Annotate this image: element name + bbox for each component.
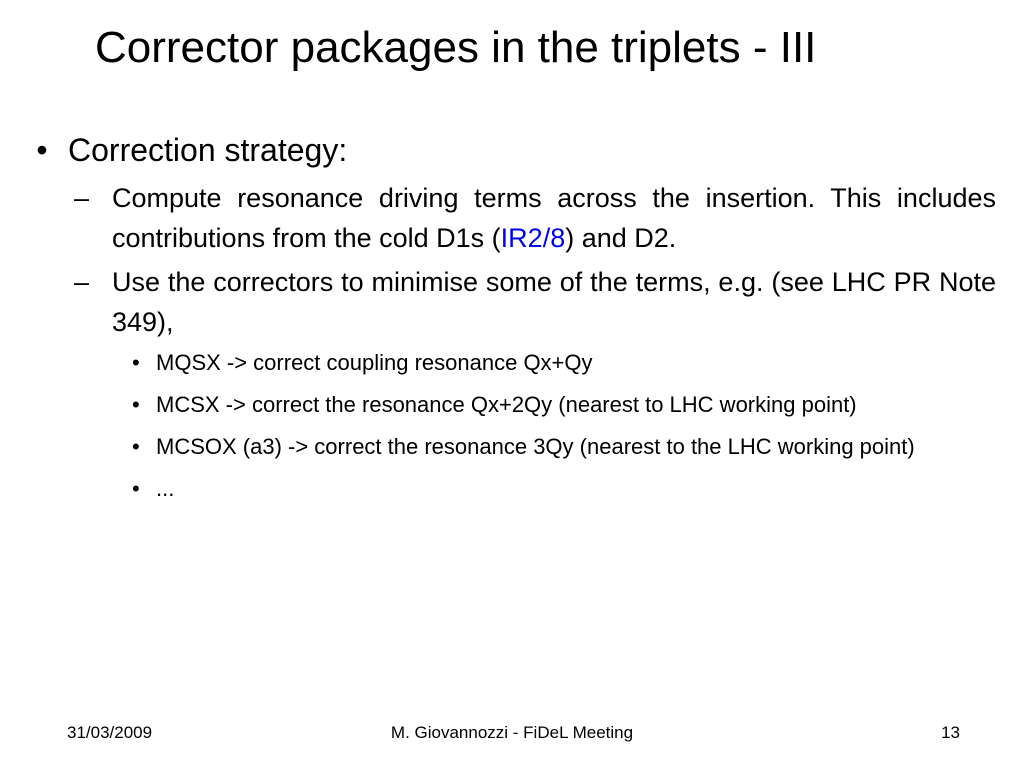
dash-marker: – bbox=[74, 267, 90, 297]
item-text: ... bbox=[156, 476, 175, 501]
subbullet-text: Use the correctors to minimise some of the terms, e.g. (see LHC PR Note 349), bbox=[112, 267, 996, 337]
slide-title: Corrector packages in the triplets - III bbox=[95, 23, 817, 72]
page-number: 13 bbox=[941, 723, 960, 742]
bullet-marker: • bbox=[36, 132, 48, 168]
item-text: MCSOX (a3) -> correct the resonance 3Qy (nearest to the LHC working point) bbox=[156, 434, 915, 459]
item-mqsx bbox=[132, 346, 996, 379]
item-mcsx bbox=[132, 388, 996, 421]
bullet-correction-strategy bbox=[30, 128, 996, 172]
bullet-text: Correction strategy: bbox=[68, 132, 348, 168]
item-ellipsis bbox=[132, 472, 996, 505]
dash-marker: – bbox=[74, 183, 90, 213]
ir-link[interactable]: IR2/8 bbox=[500, 223, 566, 253]
small-bullet-marker: • bbox=[132, 476, 140, 501]
footer-date: 31/03/2009 bbox=[67, 723, 153, 742]
item-mcsox bbox=[132, 430, 996, 463]
small-bullet-marker: • bbox=[132, 350, 140, 375]
small-bullet-marker: • bbox=[132, 434, 140, 459]
footer-author: M. Giovannozzi - FiDeL Meeting bbox=[390, 723, 634, 742]
subbullet-text-pre: Compute resonance driving terms across the insertion. This includes contributions from the cold D1s ( bbox=[112, 183, 996, 253]
small-bullet-marker: • bbox=[132, 392, 140, 417]
slide-content bbox=[30, 128, 996, 514]
subbullet-use-correctors bbox=[74, 262, 996, 342]
item-text: MQSX -> correct coupling resonance Qx+Qy bbox=[156, 350, 593, 375]
item-text: MCSX -> correct the resonance Qx+2Qy (nearest to LHC working point) bbox=[156, 392, 857, 417]
subbullet-text-post: ) and D2. bbox=[565, 223, 677, 253]
subbullet-compute-rdt bbox=[74, 178, 996, 258]
